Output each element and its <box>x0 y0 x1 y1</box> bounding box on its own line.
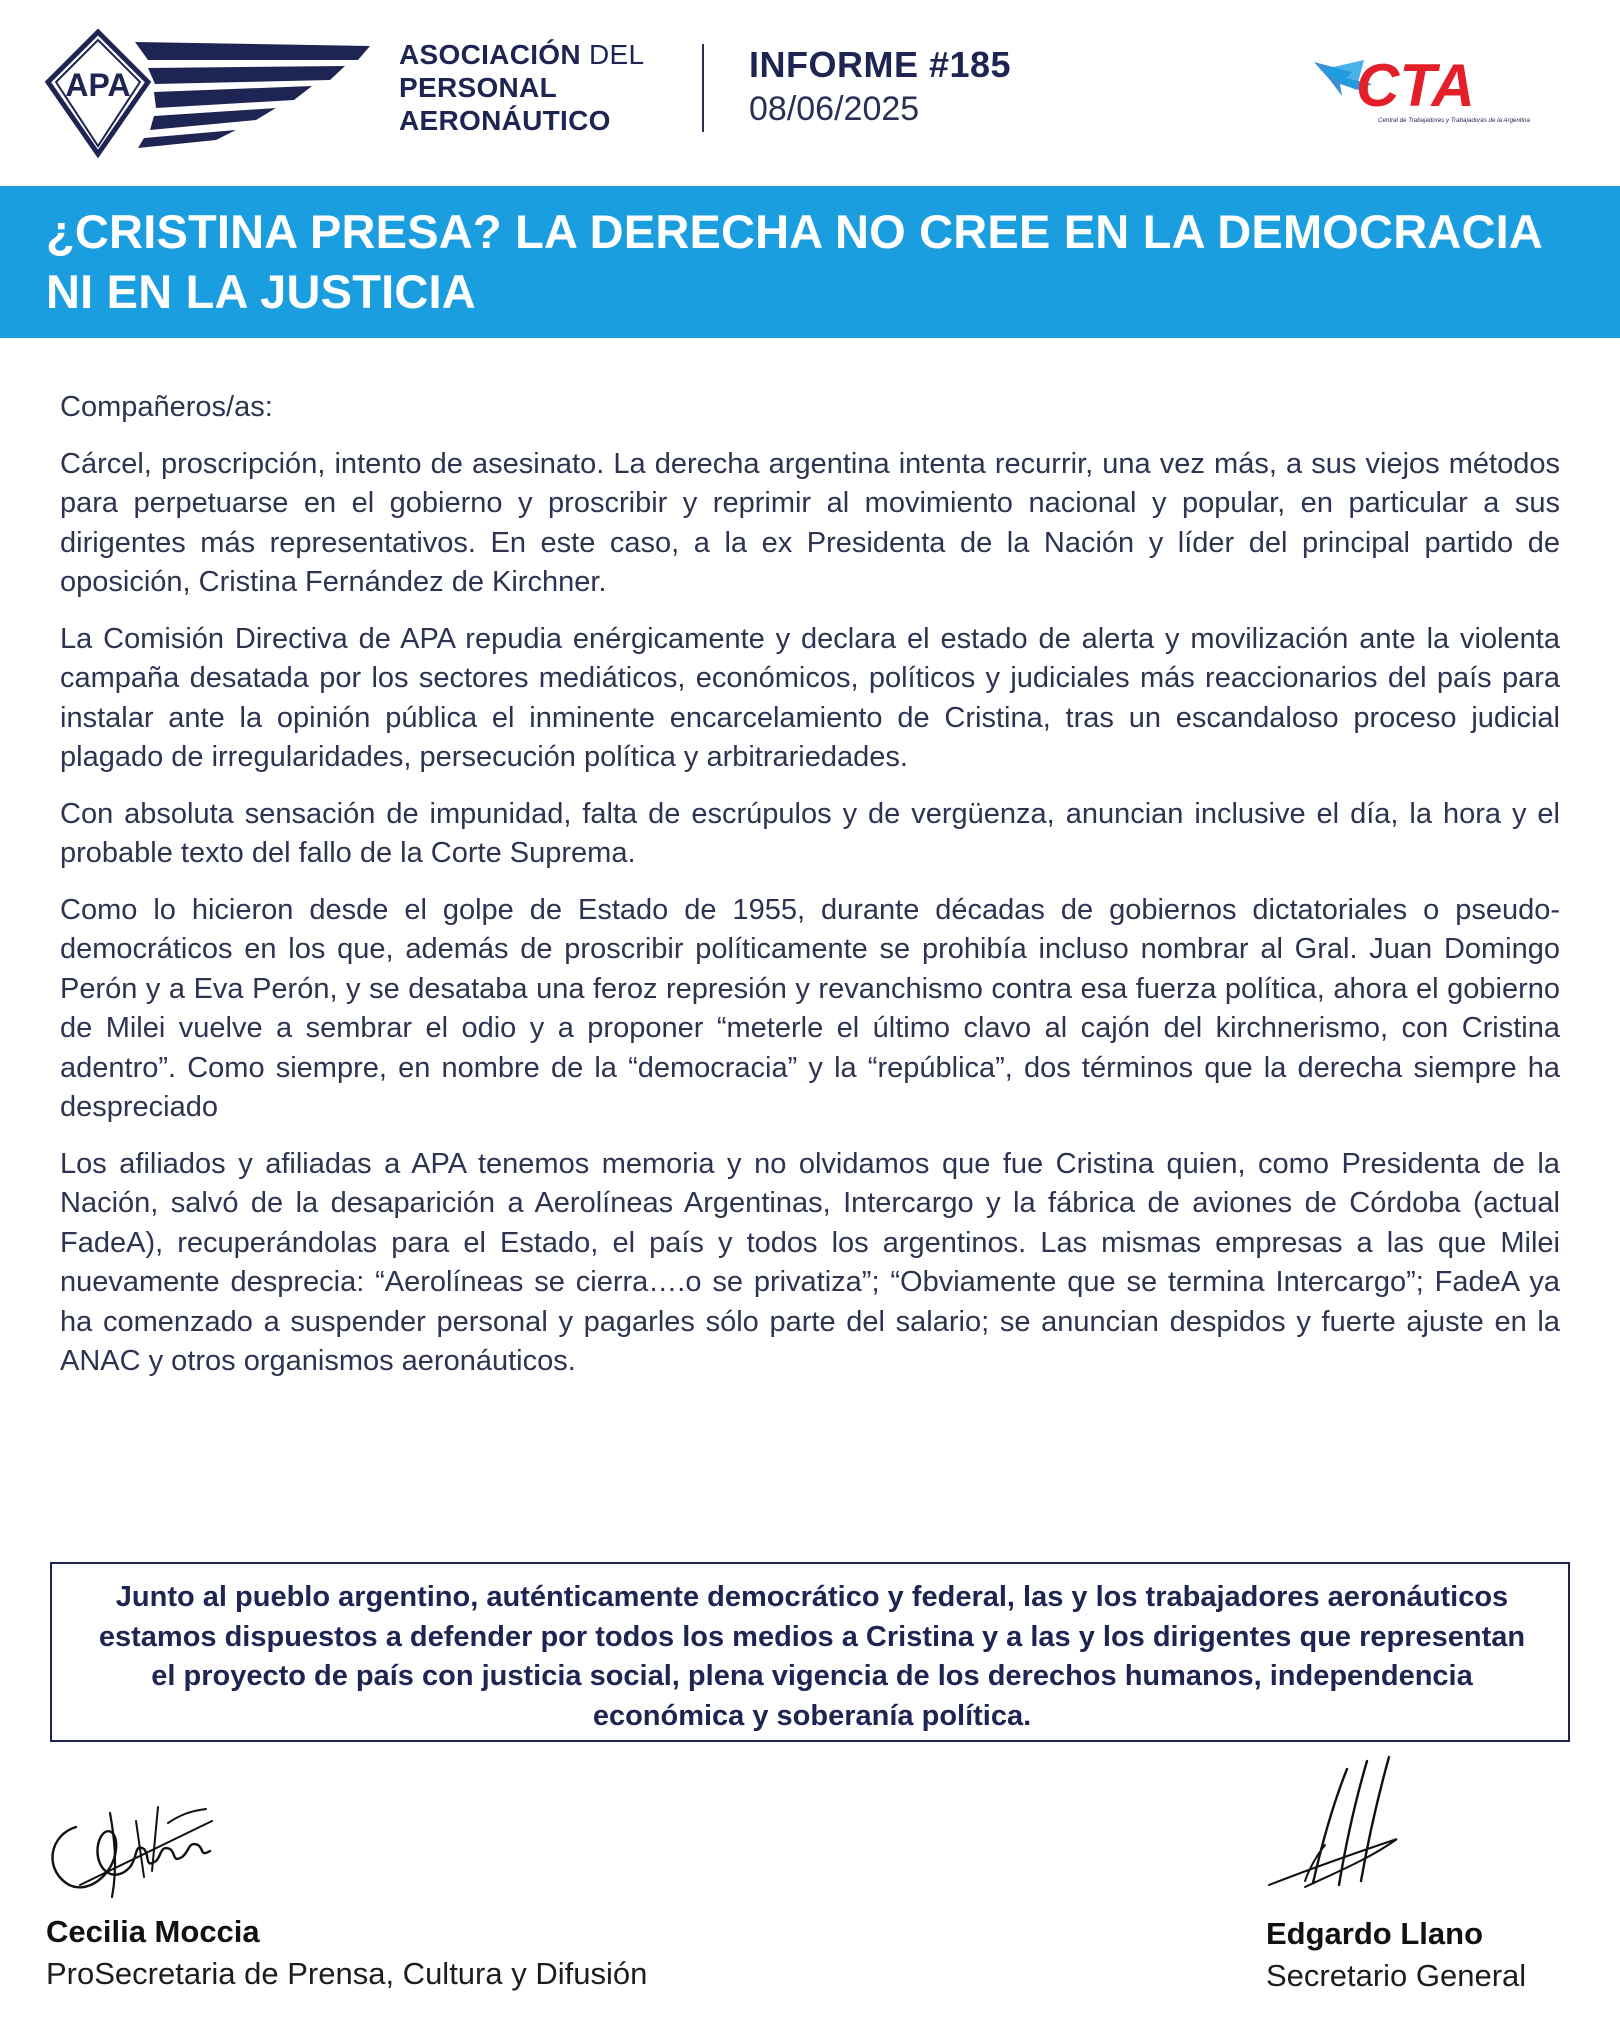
report-date: 08/06/2025 <box>749 90 920 128</box>
paragraph-4: Como lo hicieron desde el golpe de Estado de 1955, durante décadas de gobiernos dictatoriales o pseudo-democráticos en los que, además de proscribir políticamente se prohibía incluso nombrar al Gral. Juan Domingo Perón y a Eva Perón, y se desataba una feroz represión y revanchismo contra esa fuerza política, ahora el gobierno de Milei vuelve a sembrar el odio y a proponer “meterle el último clavo al cajón del kirchnerismo, con Cristina adentro”. Como siempre, en nombre de la “democracia” y la “república”, dos términos que la derecha siempre ha despreciado <box>60 893 1560 1123</box>
body-text <box>60 388 1560 1399</box>
org-name-line3: AERONÁUTICO <box>399 105 611 136</box>
org-name-bold: ASOCIACIÓN <box>399 39 581 70</box>
svg-text:APA: APA <box>65 67 131 103</box>
paragraph-3: Con absoluta sensación de impunidad, falta de escrúpulos y de vergüenza, anuncian inclusive el día, la hora y el probable texto del fallo de la Corte Suprema. <box>60 797 1560 869</box>
signatory-right-name: Edgardo Llano <box>1266 1916 1483 1951</box>
signatory-right-role: Secretario General <box>1266 1958 1527 1993</box>
cta-logo <box>1312 50 1542 128</box>
signatory-left-role: ProSecretaria de Prensa, Cultura y Difusión <box>46 1956 648 1991</box>
greeting: Compañeros/as: <box>60 391 273 423</box>
apa-wing-logo <box>40 28 380 158</box>
header <box>0 0 1620 186</box>
organization-name <box>399 38 644 137</box>
paragraph-5: Los afiliados y afiliadas a APA tenemos memoria y no olvidamos que fue Cristina quien, como Presidenta de la Nación, salvó de la desaparición a Aerolíneas Argentinas, Intercargo y la fábrica de aviones de Córdoba (actual FadeA), recuperándolas para el Estado, el país y todos los argentinos. Las mismas empresas a las que Milei nuevamente desprecia: “Aerolíneas se cierra….o se privatiza”; “Obviamente que se termina Intercargo”; FadeA ya ha comenzado a suspender personal y pagarles sólo parte del salario; se anuncian despidos y fuerte ajuste en la ANAC y otros organismos aeronáuticos. <box>60 1147 1560 1377</box>
signature-right <box>1265 1755 1435 1905</box>
callout-box <box>50 1562 1570 1742</box>
signature-left <box>40 1765 230 1905</box>
paragraph-1: Cárcel, proscripción, intento de asesinato. La derecha argentina intenta recurrir, una vez más, a sus viejos métodos para perpetuarse en el gobierno y proscribir y reprimir al movimiento nacional y popular, en particular a sus dirigentes más representativos. En este caso, a la ex Presidenta de la Nación y líder del principal partido de oposición, Cristina Fernández de Kirchner. <box>60 447 1560 598</box>
report-number: INFORME #185 <box>749 44 1012 85</box>
title-banner <box>0 186 1620 338</box>
svg-text:CTA: CTA <box>1356 52 1475 119</box>
signatory-left-name: Cecilia Moccia <box>46 1914 260 1949</box>
header-divider <box>702 44 704 132</box>
page-title: ¿CRISTINA PRESA? LA DERECHA NO CREE EN LA DEMOCRACIA NI EN LA JUSTICIA <box>46 205 1542 318</box>
svg-text:Central de Trabajadores y Trab: Central de Trabajadores y Trabajadoras de la Argentina <box>1378 117 1530 124</box>
paragraph-2: La Comisión Directiva de APA repudia enérgicamente y declara el estado de alerta y movilización ante la violenta campaña desatada por los sectores mediáticos, económicos, políticos y judiciales más reaccionarios del país para instalar ante la opinión pública el inminente encarcelamiento de Cristina, tras un escandaloso proceso judicial plagado de irregularidades, persecución política y arbitrariedades. <box>60 622 1560 773</box>
org-name-line2: PERSONAL <box>399 72 557 103</box>
org-name-light: DEL <box>580 39 645 70</box>
callout-text: Junto al pueblo argentino, auténticamente democrático y federal, las y los trabajadores aeronáuticos estamos dispuestos a defender por todos los medios a Cristina y a las y los dirigentes que representan el proyecto de país con justicia social, plena vigencia de los derechos humanos, independencia económica y soberanía política. <box>98 1581 1526 1732</box>
